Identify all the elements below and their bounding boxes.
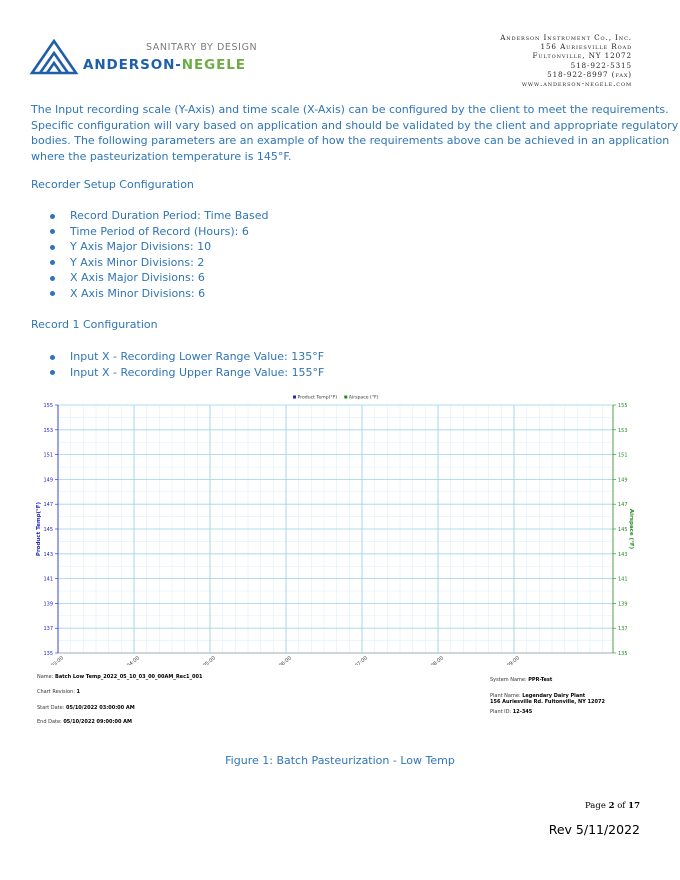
list-item-text: Record Duration Period: Time Based — [70, 209, 269, 222]
y-tick-label-right: 135 — [618, 651, 628, 657]
list-item — [50, 270, 268, 286]
company-address — [500, 33, 632, 88]
chart-name-value: Batch Low Temp_2022_05_10_03_00_00AM_Rec1_001 — [55, 674, 203, 680]
record1-list — [50, 349, 324, 380]
page-current: 2 — [608, 801, 615, 811]
logo-name-part1: ANDERSON- — [83, 57, 182, 73]
x-tick-label: 04:00 — [125, 655, 141, 665]
list-item-text: Y Axis Minor Divisions: 2 — [70, 255, 205, 269]
x-tick-label: 05:00 — [201, 655, 217, 665]
y-tick-label-right: 145 — [618, 527, 628, 533]
plant-id-label: Plant ID: — [490, 709, 512, 715]
y-tick-label-left: 153 — [43, 427, 53, 434]
intro-paragraph — [31, 102, 679, 164]
y-tick-label-left: 135 — [43, 651, 53, 657]
bullet-icon — [50, 260, 55, 265]
chart-revision-line — [37, 689, 80, 695]
system-name-line — [490, 677, 552, 683]
y-axis-title-left: Product Temp(°F) — [36, 501, 42, 557]
legend-label: Product Temp(°F) — [297, 395, 338, 401]
y-tick-label-left: 143 — [43, 551, 53, 558]
chart-name-line — [37, 674, 202, 680]
y-tick-label-right: 139 — [618, 601, 628, 608]
y-tick-label-right: 147 — [618, 502, 628, 509]
anderson-negele-logo-icon — [29, 38, 79, 76]
chart-start-value: 05/10/2022 03:00:00 AM — [66, 705, 135, 711]
record1-heading: Record 1 Configuration — [31, 318, 158, 331]
bullet-icon — [50, 245, 55, 250]
y-tick-label-right: 155 — [618, 403, 628, 409]
chart-name-label: Name: — [37, 674, 54, 680]
chart-end-value: 05/10/2022 09:00:00 AM — [63, 719, 133, 725]
logo-name — [83, 57, 246, 73]
list-item — [50, 365, 324, 381]
chart-end-label: End Date: — [37, 719, 62, 725]
address-fax: 518-922-8997 (fax) — [547, 69, 632, 79]
y-tick-label-left: 147 — [43, 502, 53, 509]
y-axis-title-right: Airspace (°F) — [628, 508, 634, 550]
plant-name-value: Legendary Dairy Plant — [522, 693, 586, 699]
y-tick-label-right: 151 — [618, 452, 628, 459]
list-item-text: Input X - Recording Upper Range Value: 155°F — [70, 365, 325, 379]
list-item — [50, 349, 324, 365]
list-item-text: X Axis Major Divisions: 6 — [70, 271, 205, 285]
recorder-setup-heading: Recorder Setup Configuration — [31, 178, 194, 191]
x-tick-label: 06:00 — [277, 655, 293, 665]
y-tick-label-left: 149 — [43, 477, 53, 484]
list-item — [50, 286, 268, 302]
address-company: Anderson Instrument Co., Inc. — [500, 33, 632, 42]
list-item-text: Y Axis Major Divisions: 10 — [70, 240, 212, 254]
list-item-text: Time Period of Record (Hours): 6 — [70, 224, 249, 238]
plant-address-value: 156 Auriesville Rd. Fultonville, NY 12072 — [490, 699, 605, 705]
list-item-text: X Axis Minor Divisions: 6 — [70, 286, 206, 300]
y-tick-label-right: 137 — [618, 626, 628, 633]
list-item — [50, 208, 268, 224]
plant-address-line — [490, 699, 605, 705]
plant-name-label: Plant Name: — [490, 693, 521, 699]
address-city: Fultonville, NY 12072 — [532, 51, 632, 61]
page-of: of — [617, 801, 626, 811]
y-tick-label-left: 155 — [43, 403, 53, 409]
y-tick-label-right: 153 — [618, 427, 628, 434]
legend-swatch — [293, 396, 296, 399]
chart-svg — [30, 393, 640, 665]
list-item-text: Input X - Recording Lower Range Value: 135°F — [70, 350, 325, 363]
y-tick-label-right: 149 — [618, 477, 628, 484]
legend-swatch — [344, 396, 347, 399]
y-tick-label-left: 145 — [43, 527, 53, 533]
list-item — [50, 255, 268, 271]
figure-caption: Figure 1: Batch Pasteurization - Low Temp — [225, 754, 455, 767]
x-tick-label: 08:00 — [429, 655, 445, 665]
page-number — [585, 801, 640, 811]
bullet-icon — [50, 276, 55, 281]
chart-start-label: Start Date: — [37, 705, 65, 711]
list-item — [50, 239, 268, 255]
chart-revision-label: Chart Revision: — [37, 689, 75, 695]
address-website: www.anderson-negele.com — [521, 79, 632, 89]
bullet-icon — [50, 355, 55, 360]
bullet-icon — [50, 291, 55, 296]
system-name-label: System Name: — [490, 677, 527, 683]
revision-date: Rev 5/11/2022 — [548, 822, 640, 837]
logo-tagline: SANITARY BY DESIGN — [146, 42, 258, 53]
intro-line: Specific configuration will vary based on application and should be validated by the client and appropriate regulatory — [31, 118, 679, 132]
intro-line: where the pasteurization temperature is 145°F. — [31, 149, 292, 163]
intro-line: bodies. The following parameters are an example of how the requirements above can be achieved in an application — [31, 134, 670, 147]
chart-start-line — [37, 705, 135, 711]
y-tick-label-right: 141 — [618, 576, 628, 583]
bullet-icon — [50, 214, 55, 219]
address-phone: 518-922-5315 — [570, 60, 632, 70]
y-tick-label-left: 141 — [43, 576, 53, 583]
y-tick-label-left: 151 — [43, 452, 53, 459]
bullet-icon — [50, 229, 55, 234]
plant-id-line — [490, 709, 532, 715]
legend-label: Airspace (°F) — [348, 395, 379, 401]
recorder-setup-list — [50, 208, 268, 302]
x-tick-label: 07:00 — [353, 655, 369, 665]
plant-id-value: 12-345 — [512, 709, 533, 715]
page-word: Page — [584, 801, 606, 811]
list-item — [50, 224, 268, 240]
temperature-chart — [30, 393, 640, 665]
logo-name-part2: NEGELE — [181, 57, 246, 73]
intro-line: The Input recording scale (Y-Axis) and time scale (X-Axis) can be configured by the client to meet the requirements. — [31, 103, 669, 116]
chart-revision-value: 1 — [76, 689, 80, 695]
x-tick-label: 03:00 — [49, 655, 65, 665]
y-tick-label-right: 143 — [618, 551, 628, 558]
y-tick-label-left: 139 — [43, 601, 53, 608]
bullet-icon — [50, 370, 55, 375]
y-tick-label-left: 137 — [43, 626, 53, 633]
system-name-value: PPR-Test — [528, 677, 553, 683]
chart-end-line — [37, 719, 132, 725]
x-tick-label: 09:00 — [505, 655, 521, 665]
page-total: 17 — [628, 801, 640, 811]
address-street: 156 Auriesville Road — [540, 42, 632, 52]
